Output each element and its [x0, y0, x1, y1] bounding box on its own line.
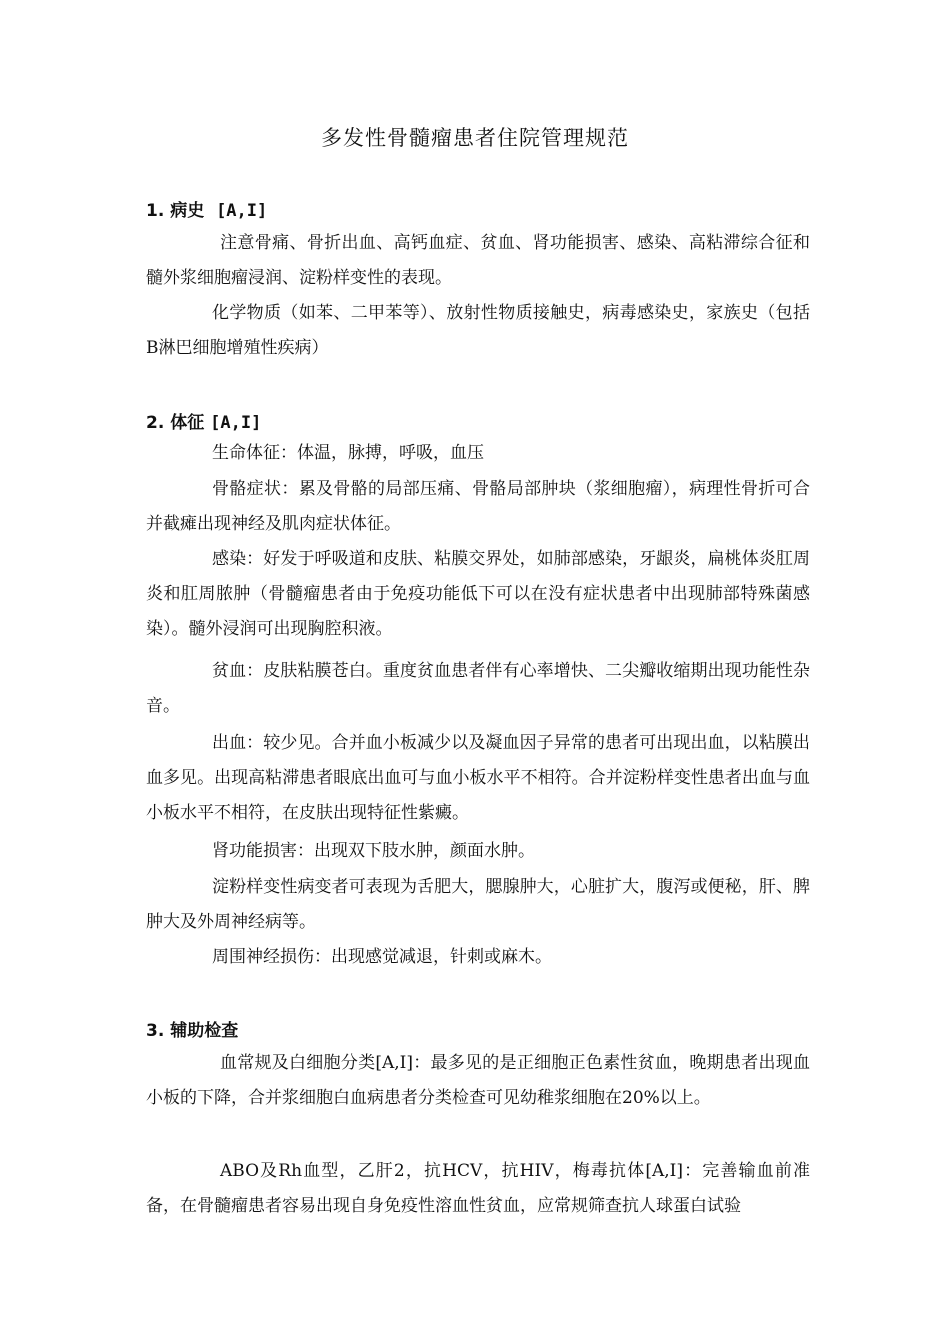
- section-1-heading-text: 1. 病史: [146, 201, 205, 221]
- section-3-paragraph-1: 血常规及白细胞分类[A,I]：最多见的是正细胞正色素性贫血，晚期患者出现血小板的下降，合并浆细胞白血病患者分类检查可见幼稚浆细胞在20%以上。: [146, 1053, 810, 1108]
- section-2-paragraph-7: 淀粉样变性病变者可表现为舌肥大，腮腺肿大，心脏扩大，腹泻或便秘，肝、脾肿大及外周神经病等。: [146, 877, 810, 932]
- section-1-tag: [A,I]: [216, 201, 268, 221]
- section-2-heading: [146, 408, 261, 433]
- section-3-heading: [146, 1016, 238, 1041]
- section-3-heading-text: 3. 辅助检查: [146, 1021, 239, 1041]
- section-3-paragraph-2: ABO及Rh血型，乙肝2，抗HCV，抗HIV，梅毒抗体[A,I]：完善输血前准备，在骨髓瘤患者容易出现自身免疫性溶血性贫血，应常规筛查抗人球蛋白试验: [146, 1161, 810, 1216]
- section-2-heading-text: 2. 体征: [146, 413, 205, 433]
- section-2-paragraph-8: 周围神经损伤：出现感觉减退，针刺或麻木。: [212, 947, 552, 967]
- section-1-paragraph-2: 化学物质（如苯、二甲苯等）、放射性物质接触史，病毒感染史，家族史（包括B淋巴细胞增殖性疾病）: [146, 303, 810, 358]
- document-title: 多发性骨髓瘤患者住院管理规范: [321, 126, 629, 150]
- section-2-paragraph-6: 肾功能损害：出现双下肢水肿，颜面水肿。: [212, 841, 535, 861]
- section-2-paragraph-3: 感染：好发于呼吸道和皮肤、粘膜交界处，如肺部感染，牙龈炎，扁桃体炎肛周炎和肛周脓肿（骨髓瘤患者由于免疫功能低下可以在没有症状患者中出现肺部特殊菌感染）。髓外浸润可出现胸腔积液。: [146, 549, 810, 639]
- section-2-tag: [A,I]: [210, 413, 262, 433]
- section-1-paragraph-1: 注意骨痛、骨折出血、高钙血症、贫血、肾功能损害、感染、高粘滞综合征和髓外浆细胞瘤浸润、淀粉样变性的表现。: [146, 233, 810, 288]
- section-2-paragraph-1: 生命体征：体温，脉搏，呼吸，血压: [212, 443, 484, 463]
- section-2-paragraph-2: 骨骼症状：累及骨骼的局部压痛、骨骼局部肿块（浆细胞瘤），病理性骨折可合并截瘫出现神经及肌肉症状体征。: [146, 479, 810, 534]
- section-2-paragraph-5: 出血：较少见。合并血小板减少以及凝血因子异常的患者可出现出血，以粘膜出血多见。出现高粘滞患者眼底出血可与血小板水平不相符。合并淀粉样变性患者出血与血小板水平不相符，在皮肤出现特征性紫癜。: [146, 733, 810, 823]
- section-1-heading: [146, 196, 267, 221]
- section-2-paragraph-4: 贫血：皮肤粘膜苍白。重度贫血患者伴有心率增快、二尖瓣收缩期出现功能性杂音。: [146, 661, 810, 716]
